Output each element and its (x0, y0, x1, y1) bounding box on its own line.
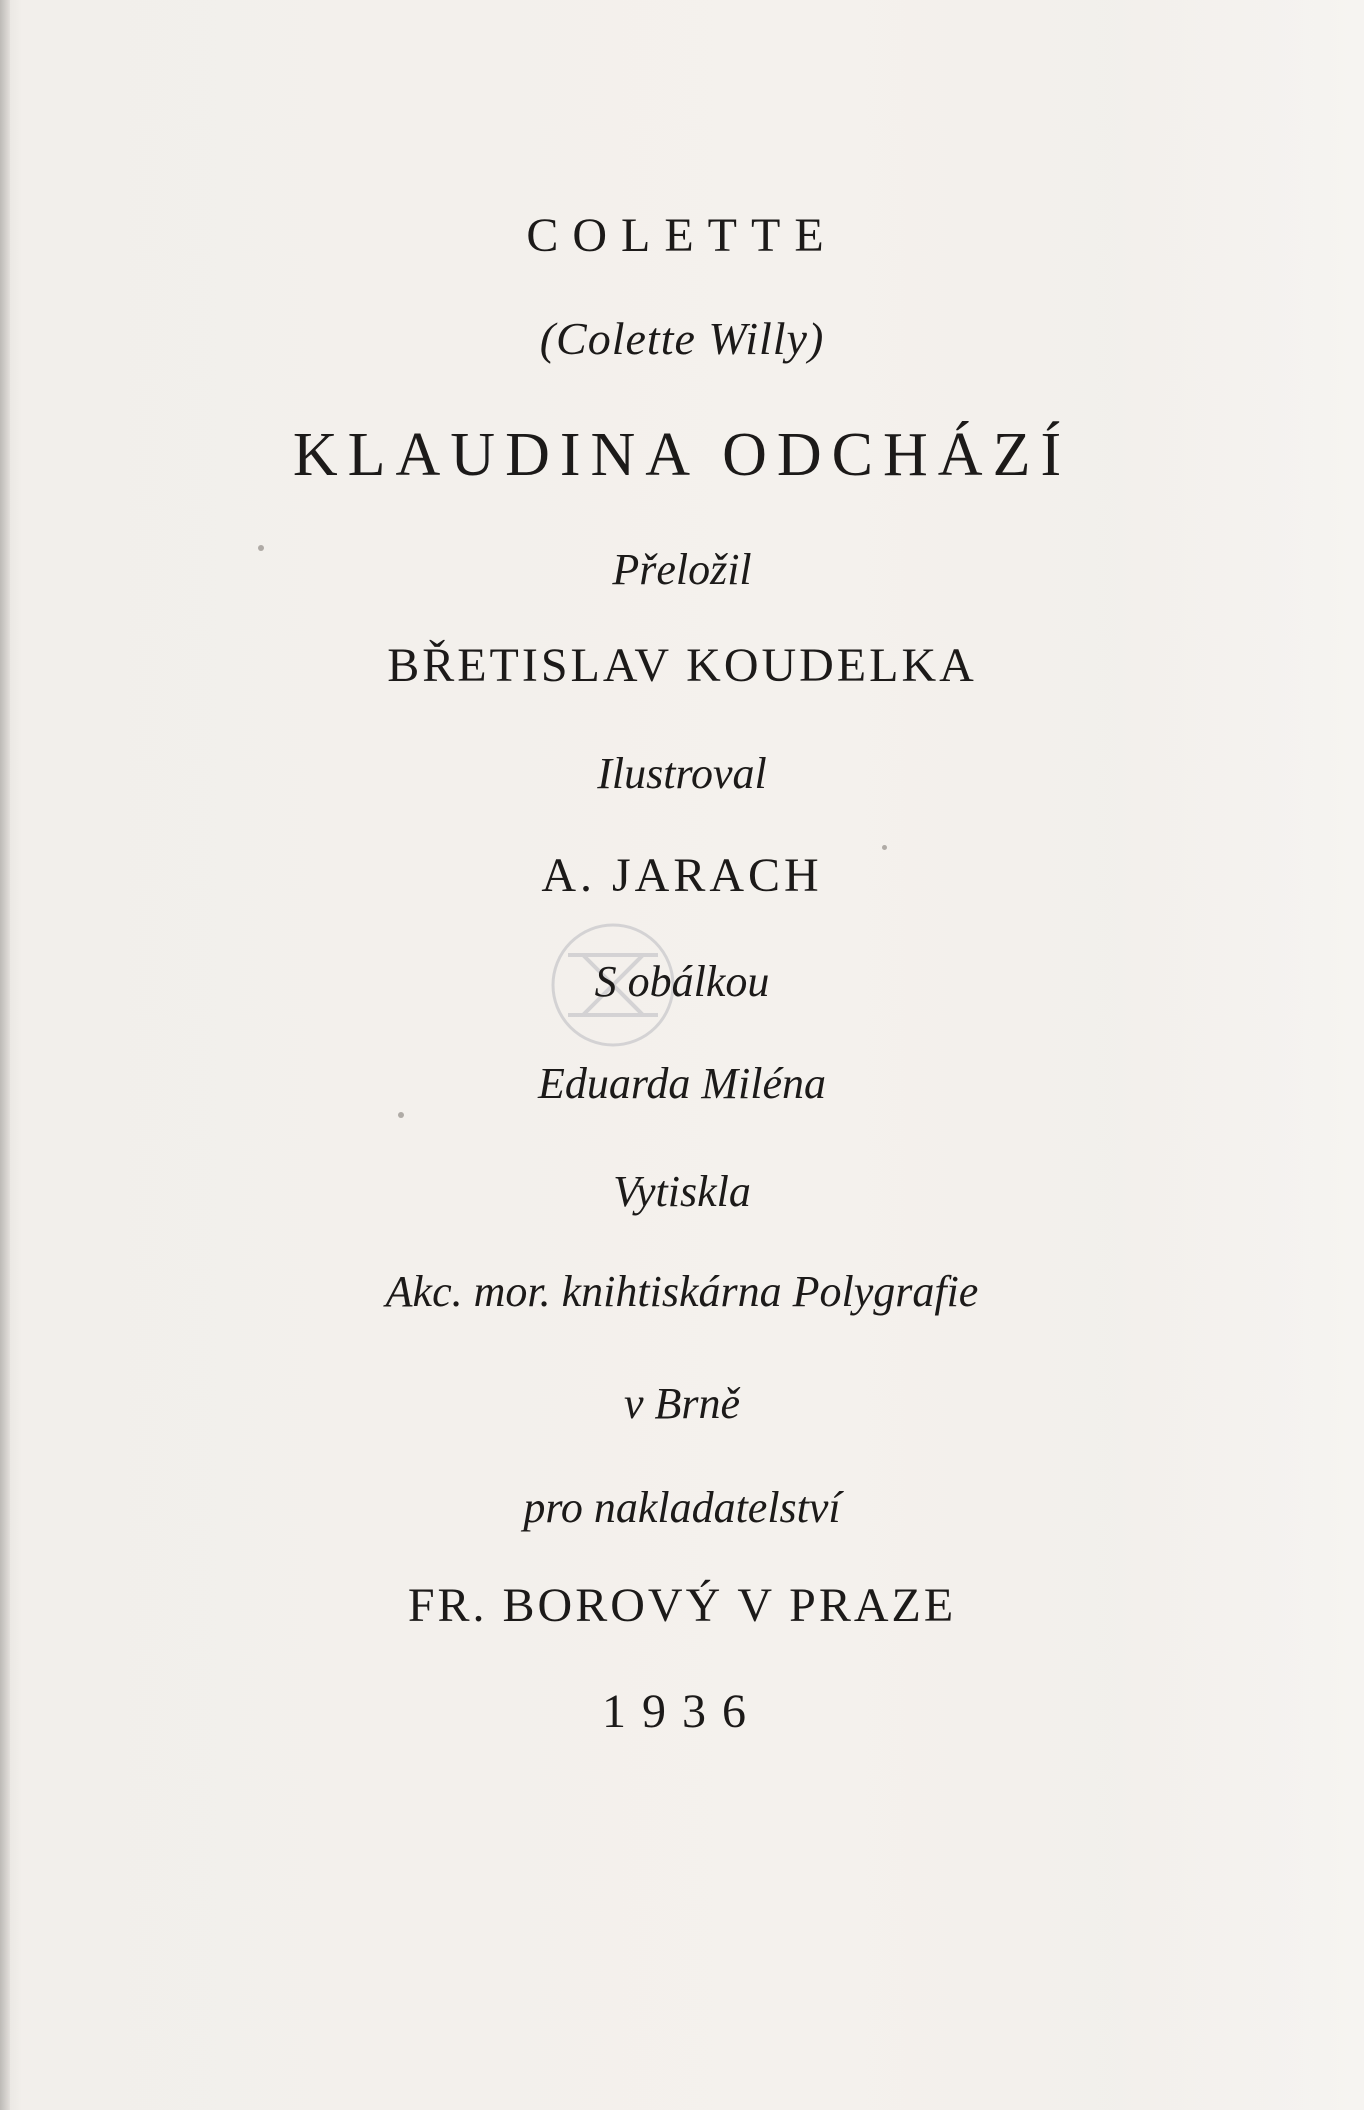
author-pseudonym: (Colette Willy) (539, 313, 825, 364)
publisher-name: FR. BOROVÝ V PRAZE (407, 1579, 957, 1632)
paper-speck (398, 1112, 404, 1118)
author-name: COLETTE (526, 209, 838, 262)
illustrator-name: A. JARACH (541, 849, 823, 902)
printer-label: Vytiskla (613, 1167, 751, 1216)
book-title: KLAUDINA ODCHÁZÍ (292, 421, 1072, 489)
translator-label: Přeložil (612, 545, 752, 594)
cover-artist: Eduarda Miléna (538, 1059, 826, 1108)
publication-year: 1936 (602, 1685, 762, 1738)
publisher-label: pro nakladatelství (523, 1483, 841, 1532)
printer-place: v Brně (623, 1379, 741, 1428)
translator-name: BŘETISLAV KOUDELKA (387, 639, 977, 692)
paper-speck (882, 845, 887, 850)
cover-label: S obálkou (594, 957, 770, 1006)
printer-name: Akc. mor. knihtiskárna Polygrafie (385, 1267, 979, 1316)
illustrator-label: Ilustroval (597, 749, 767, 798)
